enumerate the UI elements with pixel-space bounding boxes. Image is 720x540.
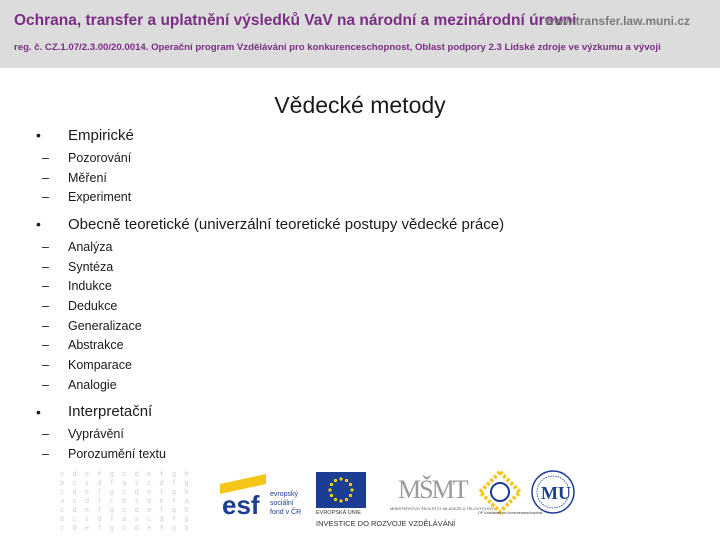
eu-label: EVROPSKÁ UNIE xyxy=(316,510,361,516)
sub-item-label: Pozorování xyxy=(68,150,132,165)
bullet-dot-icon: • xyxy=(36,403,41,420)
bullet-dot-icon: • xyxy=(36,127,41,143)
project-registration: reg. č. CZ.1.07/2.3.00/20.0014. Operační program Vzdělávání pro konkurenceschopnost, Oblast podpory 2.3 Lidské zdroje ve výzkumu a vývoji xyxy=(14,42,661,53)
dash-icon: – xyxy=(42,338,49,353)
mu-text: MU xyxy=(541,483,571,503)
eu-star-icon xyxy=(350,488,353,491)
bullet-label: Interpretační xyxy=(68,403,153,421)
eu-star-icon xyxy=(330,494,333,497)
eu-star-icon xyxy=(339,499,342,502)
sub-list xyxy=(36,425,696,464)
dash-icon: – xyxy=(42,298,49,313)
sub-item xyxy=(36,168,696,188)
msmt-text: MŠMT xyxy=(398,475,467,504)
esf-logo xyxy=(220,474,312,523)
dash-icon: – xyxy=(42,150,49,165)
sub-list xyxy=(36,148,696,207)
sub-item-label: Generalizace xyxy=(68,318,142,333)
sub-item xyxy=(36,336,696,356)
footer-logos xyxy=(220,466,580,526)
bullet-label: Empirické xyxy=(68,126,134,144)
sub-item xyxy=(36,148,696,168)
muni-seal-icon xyxy=(530,468,576,523)
bullet-label: Obecně teoretické (univerzální teoretické postupy vědecké práce) xyxy=(68,215,505,233)
dash-icon: – xyxy=(42,239,49,254)
eu-star-icon xyxy=(349,494,352,497)
dash-icon: – xyxy=(42,447,49,462)
dash-icon: – xyxy=(42,259,49,274)
investment-tagline: INVESTICE DO ROZVOJE VZDĚLÁVÁNÍ xyxy=(316,519,456,528)
msmt-caption: MINISTERSTVO ŠKOLSTVÍ, MLÁDEŽE A TĚLOVÝCHOVY xyxy=(390,506,497,511)
sub-item-label: Syntéza xyxy=(68,259,114,274)
sub-item xyxy=(36,187,696,207)
sub-list xyxy=(36,237,696,395)
sub-item xyxy=(36,316,696,336)
eu-star-icon xyxy=(330,483,333,486)
eu-star-icon xyxy=(339,477,342,480)
bullet-item xyxy=(36,213,696,235)
header-banner xyxy=(0,0,720,68)
eu-flag-icon xyxy=(316,472,366,508)
dash-icon: – xyxy=(42,377,49,392)
eu-star-icon xyxy=(349,483,352,486)
eu-star-icon xyxy=(334,498,337,501)
dash-icon: – xyxy=(42,358,49,373)
sub-item-label: Analýza xyxy=(68,239,113,254)
dash-icon: – xyxy=(42,427,49,442)
dash-icon: – xyxy=(42,279,49,294)
sub-item-label: Měření xyxy=(68,170,107,185)
esf-caption-2: sociální xyxy=(270,500,294,507)
op-caption: OP Vzdělávání pro konkurenceschopnost xyxy=(478,511,543,515)
esf-caption-3: fond v ČR xyxy=(270,509,302,516)
sub-item xyxy=(36,444,696,464)
sub-item-label: Vyprávění xyxy=(68,427,124,442)
bullet-dot-icon: • xyxy=(36,216,41,233)
project-title: Ochrana, transfer a uplatnění výsledků VaV na národní a mezinárodní úrovni xyxy=(14,12,577,29)
eu-star-icon xyxy=(345,498,348,501)
sub-item-label: Indukce xyxy=(68,279,112,294)
eu-star-icon xyxy=(334,479,337,482)
bullet-list xyxy=(36,124,696,470)
eu-star-icon xyxy=(328,488,331,491)
dash-icon: – xyxy=(42,318,49,333)
op-vk-logo xyxy=(478,470,543,519)
esf-text: esf xyxy=(222,490,260,520)
decorative-letter-grid-icon: c d e f g c d e f g h b c s d f a s c d f g c d e f g c d e f g h a s d f c b s d e f a c d e f g c d e f g h b c s d f a s c d f g c d e f g c d e f g h xyxy=(60,470,191,532)
sub-item xyxy=(36,355,696,375)
bullet-item xyxy=(36,124,696,146)
sub-item xyxy=(36,276,696,296)
sub-item xyxy=(36,375,696,395)
sub-item-label: Dedukce xyxy=(68,298,118,313)
sub-item xyxy=(36,296,696,316)
dash-icon: – xyxy=(42,190,49,205)
sub-item-label: Abstrakce xyxy=(68,338,124,353)
sub-item xyxy=(36,425,696,445)
bullet-item xyxy=(36,401,696,423)
sub-item-label: Komparace xyxy=(68,358,132,373)
sub-item xyxy=(36,237,696,257)
eu-star-icon xyxy=(345,479,348,482)
slide-title: Vědecké metody xyxy=(274,92,446,118)
dash-icon: – xyxy=(42,170,49,185)
msmt-logo xyxy=(390,468,497,521)
esf-caption-1: evropský xyxy=(270,491,299,498)
sub-item-label: Analogie xyxy=(68,377,117,392)
sub-item-label: Experiment xyxy=(68,190,132,205)
sub-item-label: Porozumění textu xyxy=(68,447,166,462)
sub-item xyxy=(36,257,696,277)
project-url[interactable]: www.transfer.law.muni.cz xyxy=(544,14,690,28)
